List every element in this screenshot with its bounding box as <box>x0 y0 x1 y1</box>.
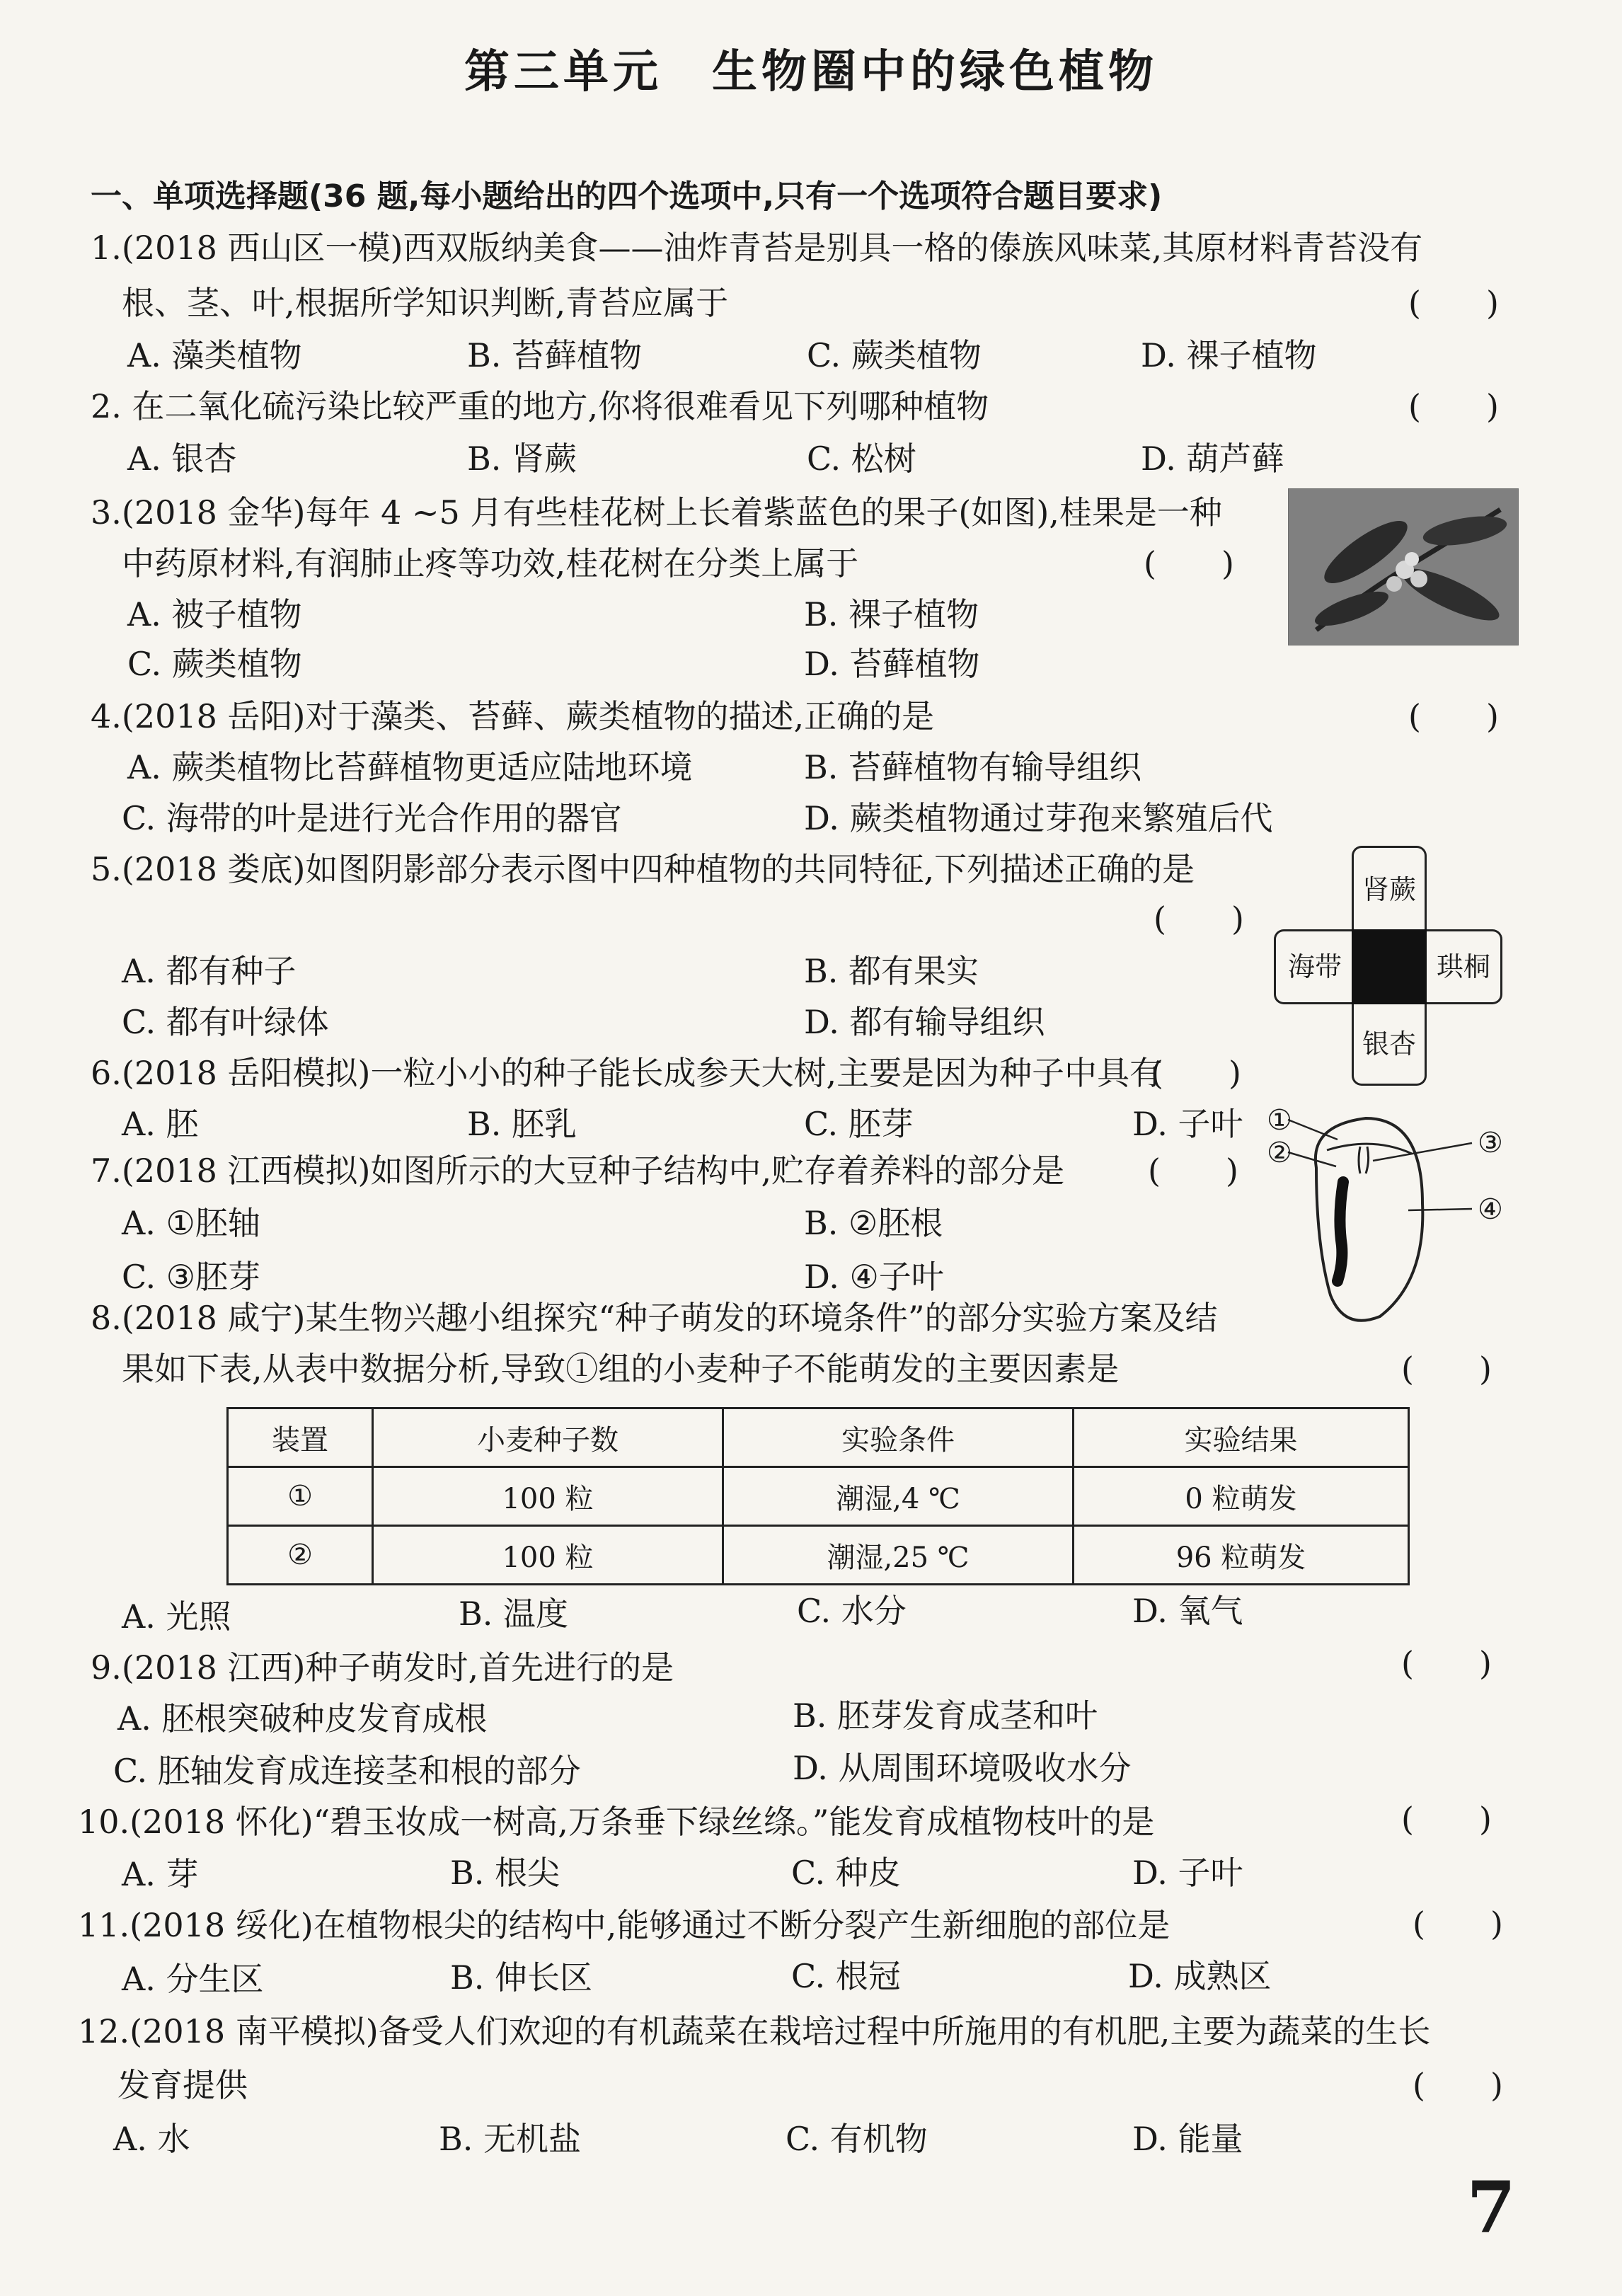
q9-stem: 9.(2018 江西)种子萌发时,首先进行的是 <box>91 1648 674 1687</box>
q8-option-a[interactable]: A. 光照 <box>122 1597 231 1636</box>
q6-answer-blank[interactable]: ( ) <box>1151 1054 1241 1092</box>
shaded-overlap <box>1352 929 1427 1004</box>
q11-option-d[interactable]: D. 成熟区 <box>1128 1957 1272 1995</box>
q9-answer-blank[interactable]: ( ) <box>1401 1644 1492 1682</box>
table-cell: 潮湿,25 ℃ <box>723 1526 1074 1585</box>
q2-answer-blank[interactable]: ( ) <box>1408 387 1499 425</box>
table-cell: 0 粒萌发 <box>1074 1467 1409 1526</box>
q1-option-d[interactable]: D. 裸子植物 <box>1141 336 1317 374</box>
marker-4: ④ <box>1478 1193 1503 1226</box>
q1-option-c[interactable]: C. 蕨类植物 <box>807 336 982 374</box>
q12-option-c[interactable]: C. 有机物 <box>786 2120 928 2158</box>
q12-stem-2: 发育提供 <box>117 2066 248 2104</box>
label-yinxing: 银杏 <box>1352 1004 1427 1086</box>
q2-option-a[interactable]: A. 银杏 <box>127 440 237 478</box>
marker-2: ② <box>1267 1137 1292 1169</box>
q8-option-d[interactable]: D. 氧气 <box>1132 1592 1243 1630</box>
q11-stem: 11.(2018 绥化)在植物根尖的结构中,能够通过不断分裂产生新细胞的部位是 <box>78 1906 1171 1944</box>
section-heading: 一、单项选择题(36 题,每小题给出的四个选项中,只有一个选项符合题目要求) <box>91 178 1163 214</box>
q9-option-c[interactable]: C. 胚轴发育成连接茎和根的部分 <box>113 1752 581 1790</box>
label-shenjue: 肾蕨 <box>1352 846 1427 931</box>
q9-option-d[interactable]: D. 从周围环境吸收水分 <box>793 1749 1132 1787</box>
q12-option-d[interactable]: D. 能量 <box>1132 2120 1243 2158</box>
q1-stem-2: 根、茎、叶,根据所学知识判断,青苔应属于 <box>122 284 729 322</box>
q4-option-c[interactable]: C. 海带的叶是进行光合作用的器官 <box>122 799 622 837</box>
q8-answer-blank[interactable]: ( ) <box>1401 1350 1492 1388</box>
q4-answer-blank[interactable]: ( ) <box>1408 697 1499 735</box>
q7-stem: 7.(2018 江西模拟)如图所示的大豆种子结构中,贮存着养料的部分是 <box>91 1152 1065 1190</box>
marker-3: ③ <box>1478 1127 1503 1159</box>
q12-option-b[interactable]: B. 无机盐 <box>439 2120 582 2158</box>
q2-option-c[interactable]: C. 松树 <box>807 440 916 478</box>
q7-option-c[interactable]: C. ③胚芽 <box>122 1258 261 1296</box>
q2-stem: 2. 在二氧化硫污染比较严重的地方,你将很难看见下列哪种植物 <box>91 387 989 425</box>
q1-answer-blank[interactable]: ( ) <box>1408 284 1499 322</box>
table-header: 实验条件 <box>723 1408 1074 1467</box>
q5-option-c[interactable]: C. 都有叶绿体 <box>122 1003 329 1041</box>
table-cell: 96 粒萌发 <box>1074 1526 1409 1585</box>
q9-option-b[interactable]: B. 胚芽发育成茎和叶 <box>793 1697 1098 1735</box>
q8-stem-2: 果如下表,从表中数据分析,导致①组的小麦种子不能萌发的主要因素是 <box>122 1350 1120 1388</box>
q4-option-d[interactable]: D. 蕨类植物通过芽孢来繁殖后代 <box>804 799 1273 837</box>
q5-option-d[interactable]: D. 都有输导组织 <box>804 1003 1045 1041</box>
q11-option-a[interactable]: A. 分生区 <box>122 1960 264 1998</box>
table-header: 小麦种子数 <box>373 1408 723 1467</box>
experiment-table <box>226 1407 1410 1585</box>
q7-option-a[interactable]: A. ①胚轴 <box>122 1204 260 1242</box>
plant-features-diagram <box>1274 846 1500 1086</box>
table-header: 实验结果 <box>1074 1408 1409 1467</box>
q2-option-b[interactable]: B. 肾蕨 <box>467 440 577 478</box>
q8-option-b[interactable]: B. 温度 <box>459 1595 569 1633</box>
q6-stem: 6.(2018 岳阳模拟)一粒小小的种子能长成参天大树,主要是因为种子中具有 <box>91 1054 1163 1092</box>
q3-option-a[interactable]: A. 被子植物 <box>127 595 302 633</box>
q6-option-b[interactable]: B. 胚乳 <box>467 1105 577 1143</box>
q10-answer-blank[interactable]: ( ) <box>1401 1800 1492 1838</box>
q6-option-a[interactable]: A. 胚 <box>122 1105 199 1143</box>
table-cell: ② <box>228 1526 373 1585</box>
table-header-row <box>228 1408 1409 1467</box>
q11-answer-blank[interactable]: ( ) <box>1413 1905 1503 1943</box>
osmanthus-fruit-photo <box>1288 488 1519 645</box>
q3-option-b[interactable]: B. 裸子植物 <box>804 595 979 633</box>
q8-stem: 8.(2018 咸宁)某生物兴趣小组探究“种子萌发的环境条件”的部分实验方案及结 <box>91 1299 1218 1337</box>
q3-stem-2: 中药原材料,有润肺止疼等功效,桂花树在分类上属于 <box>122 544 859 582</box>
q1-option-b[interactable]: B. 苔藓植物 <box>467 336 643 374</box>
table-row <box>228 1467 1409 1526</box>
label-haidai: 海带 <box>1274 929 1354 1004</box>
q6-option-d[interactable]: D. 子叶 <box>1132 1105 1243 1143</box>
q5-option-b[interactable]: B. 都有果实 <box>804 952 979 990</box>
page-number: 7 <box>1466 2166 1516 2249</box>
table-cell: 潮湿,4 ℃ <box>723 1467 1074 1526</box>
q2-option-d[interactable]: D. 葫芦藓 <box>1141 440 1284 478</box>
unit-title: 第三单元 生物圈中的绿色植物 <box>464 46 1158 98</box>
table-row <box>228 1526 1409 1585</box>
table-cell: ① <box>228 1467 373 1526</box>
soybean-seed-diagram <box>1267 1104 1514 1338</box>
table-cell: 100 粒 <box>373 1467 723 1526</box>
label-gongtong: 珙桐 <box>1427 929 1502 1004</box>
q4-option-a[interactable]: A. 蕨类植物比苔藓植物更适应陆地环境 <box>127 748 693 786</box>
marker-1: ① <box>1267 1104 1292 1137</box>
q5-option-a[interactable]: A. 都有种子 <box>122 952 297 990</box>
q12-stem: 12.(2018 南平模拟)备受人们欢迎的有机蔬菜在栽培过程中所施用的有机肥,主要为蔬菜的生长 <box>78 2012 1431 2050</box>
q3-answer-blank[interactable]: ( ) <box>1144 544 1234 582</box>
q3-option-d[interactable]: D. 苔藓植物 <box>804 645 980 683</box>
q10-option-b[interactable]: B. 根尖 <box>450 1854 560 1892</box>
q1-option-a[interactable]: A. 藻类植物 <box>127 336 302 374</box>
q4-option-b[interactable]: B. 苔藓植物有输导组织 <box>804 748 1142 786</box>
q7-option-b[interactable]: B. ②胚根 <box>804 1204 943 1242</box>
q10-option-c[interactable]: C. 种皮 <box>791 1854 901 1892</box>
q9-option-a[interactable]: A. 胚根突破种皮发育成根 <box>117 1699 488 1738</box>
q11-option-b[interactable]: B. 伸长区 <box>450 1958 593 1997</box>
q6-option-c[interactable]: C. 胚芽 <box>804 1105 914 1143</box>
q8-option-c[interactable]: C. 水分 <box>797 1592 907 1630</box>
q11-option-c[interactable]: C. 根冠 <box>791 1957 901 1995</box>
table-cell: 100 粒 <box>373 1526 723 1585</box>
q10-option-d[interactable]: D. 子叶 <box>1132 1854 1243 1892</box>
q4-stem: 4.(2018 岳阳)对于藻类、苔藓、蕨类植物的描述,正确的是 <box>91 697 935 735</box>
q3-stem: 3.(2018 金华)每年 4 ~5 月有些桂花树上长着紫蓝色的果子(如图),桂果是一种 <box>91 493 1222 532</box>
q10-option-a[interactable]: A. 芽 <box>122 1855 199 1893</box>
q5-answer-blank[interactable]: ( ) <box>1154 900 1244 938</box>
q12-answer-blank[interactable]: ( ) <box>1413 2066 1503 2104</box>
q7-option-d[interactable]: D. ④子叶 <box>804 1258 944 1296</box>
q12-option-a[interactable]: A. 水 <box>113 2120 190 2158</box>
table-header: 装置 <box>228 1408 373 1467</box>
q10-stem: 10.(2018 怀化)“碧玉妆成一树高,万条垂下绿丝绦。”能发育成植物枝叶的是 <box>78 1803 1155 1841</box>
q5-stem: 5.(2018 娄底)如图阴影部分表示图中四种植物的共同特征,下列描述正确的是 <box>91 850 1195 888</box>
q1-stem: 1.(2018 西山区一模)西双版纳美食——油炸青苔是别具一格的傣族风味菜,其原材料青苔没有 <box>91 229 1423 267</box>
q7-answer-blank[interactable]: ( ) <box>1148 1152 1238 1190</box>
q3-option-c[interactable]: C. 蕨类植物 <box>127 645 302 683</box>
